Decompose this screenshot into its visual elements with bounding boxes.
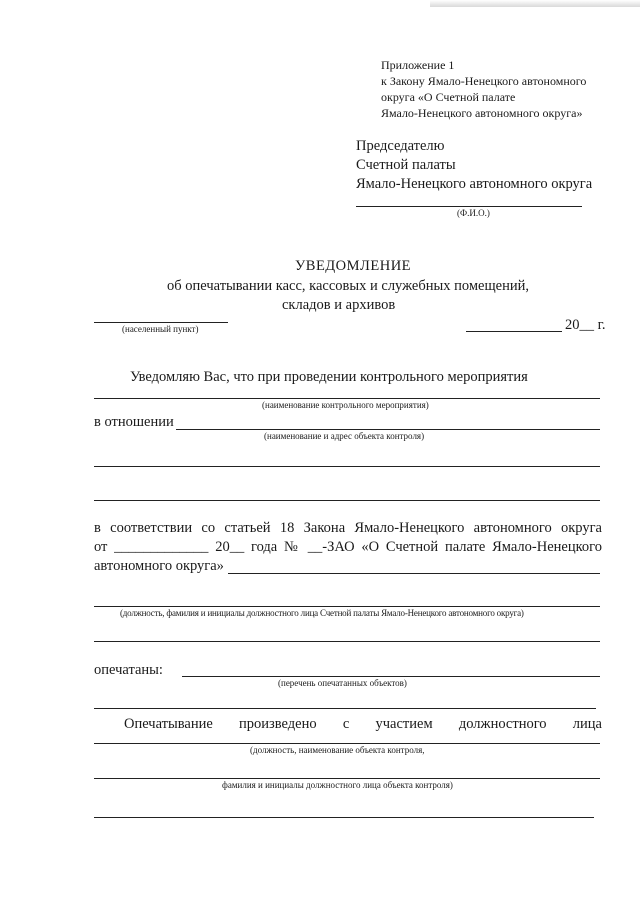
position-line — [94, 743, 600, 744]
addressee-line-2: Счетной палаты — [356, 157, 456, 173]
blank-line-1 — [94, 466, 600, 467]
official-line — [94, 606, 600, 607]
law-line-1: в соответствии со статьей 18 Закона Ямало-Ненецкого автономного округа — [94, 520, 602, 536]
title-line-1: об опечатывании касс, кассовых и служебных помещений, — [167, 278, 529, 294]
event-line — [94, 398, 600, 399]
object-line — [176, 429, 600, 430]
document-heading: УВЕДОМЛЕНИЕ — [295, 258, 412, 274]
fio-caption: (Ф.И.О.) — [457, 208, 490, 218]
regarding-label: в отношении — [94, 414, 174, 430]
addressee-line-1: Председателю — [356, 138, 445, 154]
scan-edge-shadow — [430, 0, 640, 7]
appendix-line-2: к Закону Ямало-Ненецкого автономного — [381, 74, 587, 88]
sealing-word: произведено — [239, 716, 317, 732]
sealed-caption: (перечень опечатанных объектов) — [278, 678, 407, 688]
sealing-word: участием — [375, 716, 433, 732]
sealing-statement — [124, 717, 602, 732]
blank-line-2 — [94, 500, 600, 501]
fio-line — [356, 206, 582, 207]
sealing-word: лица — [572, 716, 602, 732]
blank-line-4 — [94, 708, 596, 709]
appendix-line-4: Ямало-Ненецкого автономного округа» — [381, 106, 583, 120]
name-caption: фамилия и инициалы должностного лица объекта контроля) — [222, 780, 453, 790]
appendix-line-1: Приложение 1 — [381, 58, 455, 72]
sealing-word: с — [342, 716, 350, 732]
blank-line-3 — [94, 641, 600, 642]
sealed-line — [182, 676, 600, 677]
law-line-2: от _____________ 20__ года № __-ЗАО «О Счетной палате Ямало-Ненецкого — [94, 539, 602, 555]
position-caption: (должность, наименование объекта контроля, — [250, 745, 425, 755]
name-line — [94, 778, 600, 779]
law-trailing-line — [228, 573, 600, 574]
sealed-label: опечатаны: — [94, 662, 163, 678]
sealing-word: Опечатывание — [124, 716, 213, 732]
sealing-word: должностного — [458, 716, 547, 732]
addressee-line-3: Ямало-Ненецкого автономного округа — [356, 176, 593, 192]
official-caption: (должность, фамилия и инициалы должностного лица Счетной палаты Ямало-Ненецкого автономного округа) — [120, 608, 524, 618]
event-caption: (наименование контрольного мероприятия) — [262, 400, 429, 410]
date-line — [466, 331, 562, 332]
intro-text: Уведомляю Вас, что при проведении контрольного мероприятия — [130, 369, 528, 385]
date-year: 20__ г. — [565, 317, 606, 333]
place-caption: (населенный пункт) — [122, 324, 199, 334]
title-line-2: складов и архивов — [282, 297, 396, 313]
law-line-3: автономного округа» — [94, 558, 224, 574]
place-line — [94, 322, 228, 323]
appendix-line-3: округа «О Счетной палате — [381, 90, 516, 104]
object-caption: (наименование и адрес объекта контроля) — [264, 431, 425, 441]
blank-line-5 — [94, 817, 594, 818]
